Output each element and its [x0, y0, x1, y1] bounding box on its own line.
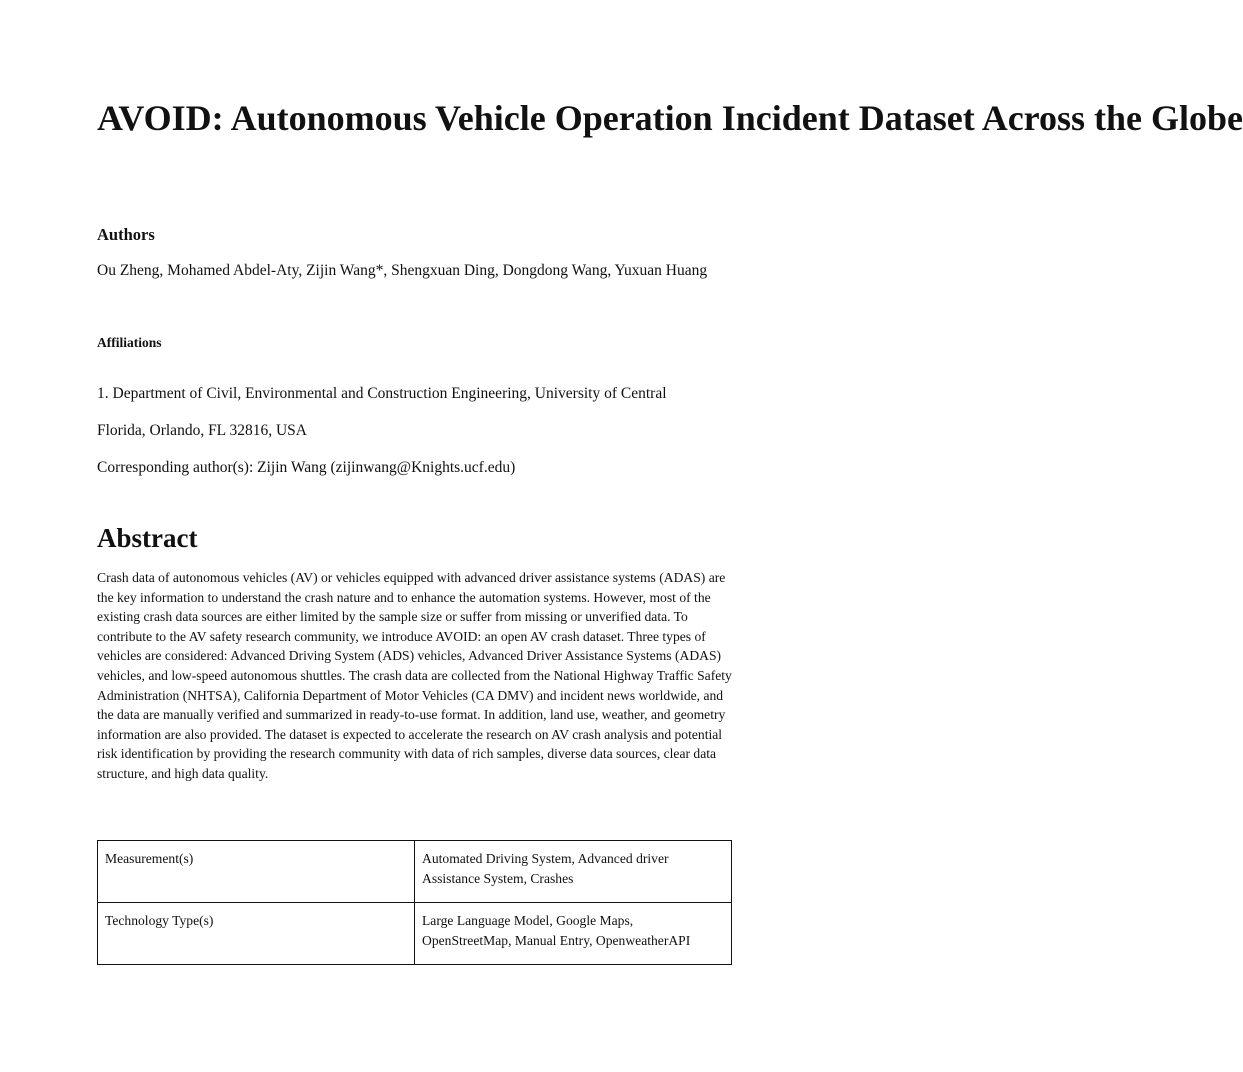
table-cell-label: Technology Type(s): [98, 903, 415, 965]
table-cell-value: Large Language Model, Google Maps, OpenStreetMap, Manual Entry, OpenweatherAPI: [415, 903, 732, 965]
authors-list: Ou Zheng, Mohamed Abdel-Aty, Zijin Wang*, Shengxuan Ding, Dongdong Wang, Yuxuan Huang: [97, 262, 708, 279]
table-cell-value: Automated Driving System, Advanced driver Assistance System, Crashes: [415, 841, 732, 903]
table-row: [98, 841, 732, 903]
affiliations-heading: Affiliations: [97, 335, 162, 350]
metadata-table: [97, 840, 732, 965]
corresponding-author: Corresponding author(s): Zijin Wang (zijinwang@Knights.ucf.edu): [97, 459, 516, 476]
authors-heading: Authors: [97, 225, 155, 244]
paper-title: AVOID: Autonomous Vehicle Operation Incident Dataset Across the Globe: [97, 98, 1243, 138]
affiliation-text: 1. Department of Civil, Environmental and Construction Engineering, University of Central Florida, Orlando, FL 32816, USA: [97, 385, 667, 439]
abstract-heading: Abstract: [97, 523, 198, 553]
abstract-body: Crash data of autonomous vehicles (AV) or vehicles equipped with advanced driver assistance systems (ADAS) are the key information to understand the crash nature and to enhance the automation systems. However, most of the existing crash data sources are either limited by the sample size or suffer from missing or unverified data. To contribute to the AV safety research community, we introduce AVOID: an open AV crash dataset. Three types of vehicles are considered: Advanced Driving System (ADS) vehicles, Advanced Driver Assistance Systems (ADAS) vehicles, and low-speed autonomous shuttles. The crash data are collected from the National Highway Traffic Safety Administration (NHTSA), California Department of Motor Vehicles (CA DMV) and incident news worldwide, and the data are manually verified and summarized in ready-to-use format. In addition, land use, weather, and geometry information are also provided. The dataset is expected to accelerate the research on AV crash analysis and potential risk identification by providing the research community with data of rich samples, diverse data sources, clear data structure, and high data quality.: [97, 570, 732, 781]
table-cell-label: Measurement(s): [98, 841, 415, 903]
table-row: [98, 903, 732, 965]
